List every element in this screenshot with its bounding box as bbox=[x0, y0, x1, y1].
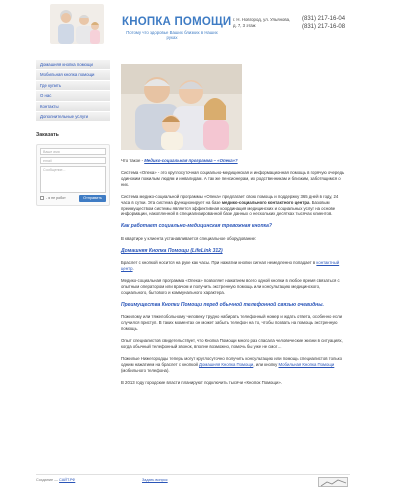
not-robot-label: - я не робот bbox=[46, 195, 66, 200]
sidebar-item-about[interactable]: О нас bbox=[36, 91, 110, 101]
heading-how-it-works: Как работает социально-медицинская тревожная кнопка? bbox=[121, 223, 272, 230]
paragraph-3: В квартире у клиента устанавливается специальное оборудование: bbox=[121, 235, 257, 241]
header-family-photo bbox=[50, 4, 104, 44]
sidebar-menu bbox=[36, 60, 110, 122]
message-textarea[interactable]: Сообщение... bbox=[40, 166, 106, 193]
phone-2: (831) 217-16-08 bbox=[302, 23, 346, 30]
not-robot-checkbox[interactable] bbox=[40, 196, 44, 200]
order-form-title: Заказать bbox=[36, 132, 59, 139]
paragraph-6: Пожилому или тяжелобольному человеку трудно набирать телефонный номер и ждать ответа, особенно если случился приступ. В таких моментах он может забыть телефон на то, чтобы позвать на помощь экстренную помощь. bbox=[121, 314, 343, 332]
header-phones bbox=[302, 16, 345, 32]
home-button-link[interactable]: Домашняя Кнопка Помощи bbox=[199, 361, 254, 367]
heading-home-button[interactable]: Домашняя Кнопка Помощи (LifeLink 312) bbox=[121, 247, 223, 254]
contact-center-link[interactable]: контактный центр bbox=[121, 260, 340, 272]
heading-advantages: Преимущества Кнопки Помощи перед обычной телефонной связью очевидны. bbox=[121, 301, 324, 308]
send-button[interactable]: Отправить bbox=[79, 195, 106, 202]
paragraph-1: Система «Опека» - это круглосуточная социально-медицинская и информационная помощь в горячую очередь одиноким пожилым людям и инвалидам. А так же пенсионерам, их родственникам и близким, заботящимся о них. bbox=[121, 169, 345, 187]
sidebar bbox=[36, 60, 110, 206]
phone-1: (831) 217-16-04 bbox=[302, 16, 346, 22]
header bbox=[50, 4, 350, 46]
program-link[interactable]: Медико-социальная программа – «Опека»? bbox=[144, 158, 238, 163]
footer bbox=[36, 474, 350, 488]
sidebar-item-home-button[interactable]: Домашняя кнопка помощи bbox=[36, 60, 110, 70]
visitor-counter[interactable] bbox=[318, 477, 348, 487]
sidebar-item-contacts[interactable]: Контакты bbox=[36, 102, 110, 112]
paragraph-9: В 2013 году городские власти планируют подключить тысячи «Кнопок Помощи». bbox=[121, 379, 282, 385]
mobile-button-link[interactable]: Мобильная Кнопка Помощи bbox=[278, 361, 335, 367]
ask-question-link[interactable]: Задать вопрос bbox=[142, 478, 168, 482]
sidebar-item-where-to-buy[interactable]: Где купить bbox=[36, 81, 110, 91]
logo-title[interactable]: КНОПКА ПОМОЩИ bbox=[122, 16, 232, 28]
paragraph-8: Пожилые Нижегородцы теперь могут круглосуточно получить консультацию или помощь специалистов только одним нажатием на браслет с кнопкой Домашняя Кнопка Помощи, или кнопку Мобильная Кнопка Помощи (мобильного телефона). bbox=[121, 356, 342, 373]
footer-credits: Создание — САЙТ.РФ bbox=[36, 478, 76, 482]
order-form bbox=[36, 144, 110, 206]
name-input[interactable]: Ваше имя bbox=[40, 148, 106, 155]
paragraph-5: Медико-социальная программа «Опека» позволяет нажатием всего одной кнопки в любое время связаться с опытным оператором или врачом и получить экстренную помощь или консультацию медицинского, социального, бытового и коммунального характера. bbox=[121, 278, 340, 295]
developer-link[interactable]: САЙТ.РФ bbox=[59, 478, 76, 482]
main-content bbox=[121, 64, 347, 392]
email-input[interactable]: email bbox=[40, 157, 106, 164]
main-family-photo bbox=[121, 64, 242, 150]
sidebar-item-mobile-button[interactable]: Мобильная кнопка помощи bbox=[36, 70, 110, 80]
paragraph-7: Опыт специалистов свидетельствует, что Кнопка Помощи много раз спасала человеческие жизни в ситуациях, когда обычный телефонный звонок, вполне возможно, помочь бы уже не смог… bbox=[121, 338, 343, 350]
intro-paragraph: Что такое - Медико-социальная программа – «Опека»? bbox=[121, 158, 238, 163]
form-bottom-row bbox=[40, 195, 106, 202]
paragraph-4: Браслет с кнопкой носится на руке как часы. При нажатии кнопки сигнал немедленно попадает в контактный центр. bbox=[121, 260, 340, 272]
sidebar-item-extra-services[interactable]: Дополнительные услуги bbox=[36, 112, 110, 122]
header-address: г. Н. Новгород, ул. Ульянова, д. 7, 3 этаж bbox=[233, 17, 291, 28]
paragraph-2: Система медико-социальной программы «Опека» предлагает свою помощь и поддержку 365 дней в году, 24 часа в сутки. Эта система функционирует на базе медико-социального контактного центра. Базовым преимуществом системы является эффективная координация медицинских и социальных услуг на основе информации, накопленной в специализированной базе данных о нескольких десятках тысячах клиентов. bbox=[121, 193, 339, 217]
logo-tagline: Потому что здоровье Ваших близких в Наших руках bbox=[126, 30, 218, 41]
